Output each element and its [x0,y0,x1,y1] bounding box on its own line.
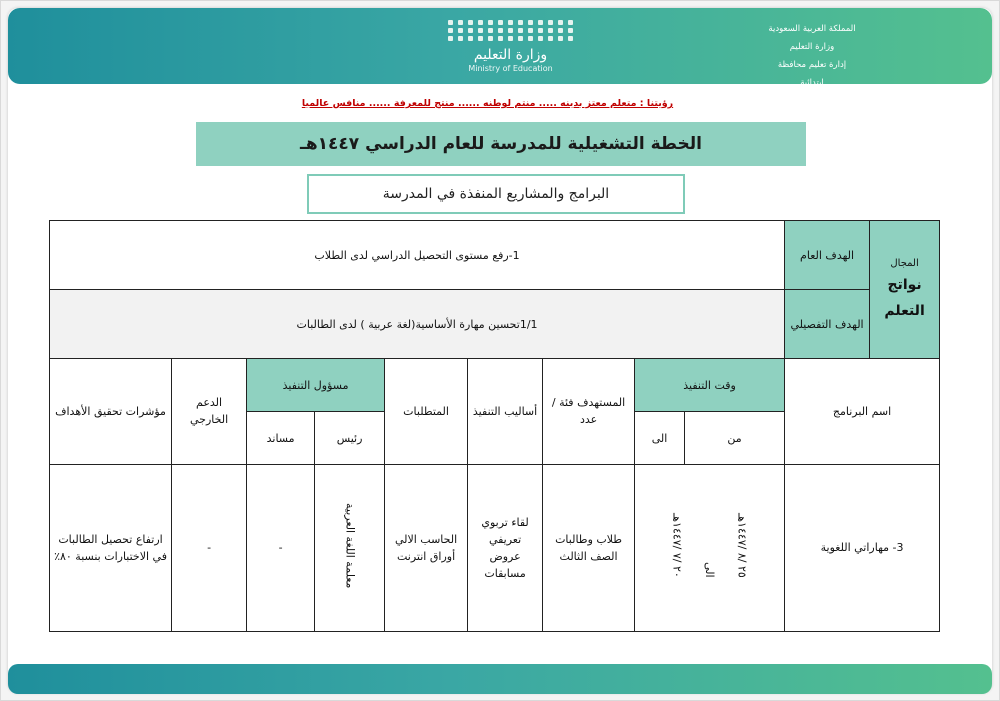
date-from: ٢٠ /٧ /١٤٤٧هـ [670,512,684,578]
domain-value-line2: التعلم [884,303,925,320]
domain-cell [870,221,940,359]
page-subtitle: البرامج والمشاريع المنفذة في المدرسة [307,174,685,214]
methods-header: أساليب التنفيذ [468,359,543,464]
responsible-header: مسؤول التنفيذ [247,359,385,412]
execution-dates-cell [635,464,785,631]
assistant-cell: - [247,464,315,631]
indicators-header: مؤشرات تحقيق الأهداف [50,359,172,464]
ministry-text [757,20,867,92]
plan-table [49,220,940,632]
general-goal-label: الهدف العام [785,221,870,290]
ministry-line: المملكة العربية السعودية [768,24,856,34]
logo-english-text: Ministry of Education [468,64,553,73]
target-cell: طلاب وطالبات الصف الثالث [543,464,635,631]
ministry-line: ابتدائية [800,78,824,88]
program-name-cell: 3- مهاراتي اللغوية [785,464,940,631]
ministry-line: إدارة تعليم محافظة [777,60,847,70]
program-name-header: اسم البرنامج [785,359,940,464]
head-cell [315,464,385,631]
to-header: الى [635,412,685,464]
ministry-logo [438,20,583,78]
requirements-cell: الحاسب الالي أوراق انترنت [385,464,468,631]
head-value: معلمة اللغة العربية [343,502,357,588]
header-row [50,359,940,412]
page-title: الخطة التشغيلية للمدرسة للعام الدراسي ١٤٤٧هـ [196,122,806,166]
logo-dots-icon [438,20,583,41]
domain-label: المجال [890,258,919,270]
vision-statement: رؤيتنا : متعلم معتز بدينه ..... منتم لوطنه ...... منتج للمعرفة ...... منافس عالميا [301,98,674,109]
methods-cell: لقاء تربوي تعريفي عروض مسابقات [468,464,543,631]
detailed-goal-label: الهدف التفصيلي [785,290,870,359]
general-goal-value: 1-رفع مستوى التحصيل الدراسي لدى الطلاب [50,221,785,290]
date-to: ٢٥ /٨ /١٤٤٧هـ [735,512,749,578]
domain-value-line1: نواتج [887,277,922,294]
execution-time-header: وقت التنفيذ [635,359,785,412]
assistant-header: مساند [247,412,315,464]
target-header: المستهدف فئة / عدد [543,359,635,464]
from-header: من [685,412,785,464]
header-band [8,8,992,88]
logo-arabic-text: وزارة التعليم [473,47,548,63]
requirements-header: المتطلبات [385,359,468,464]
ministry-line: وزارة التعليم [789,42,835,52]
external-support-cell: - [172,464,247,631]
date-to-label: الى [703,562,717,578]
general-goal-row [50,221,940,290]
external-support-header: الدعم الخارجي [172,359,247,464]
detailed-goal-value: 1/1تحسين مهارة الأساسية(لغة عربية ) لدى الطالبات [50,290,785,359]
indicators-cell: ارتفاع تحصيل الطالبات في الاختبارات بنسبة ٨٠٪ [50,464,172,631]
detailed-goal-row [50,290,940,359]
program-row [50,464,940,631]
footer-band [8,664,992,694]
head-header: رئيس [315,412,385,464]
